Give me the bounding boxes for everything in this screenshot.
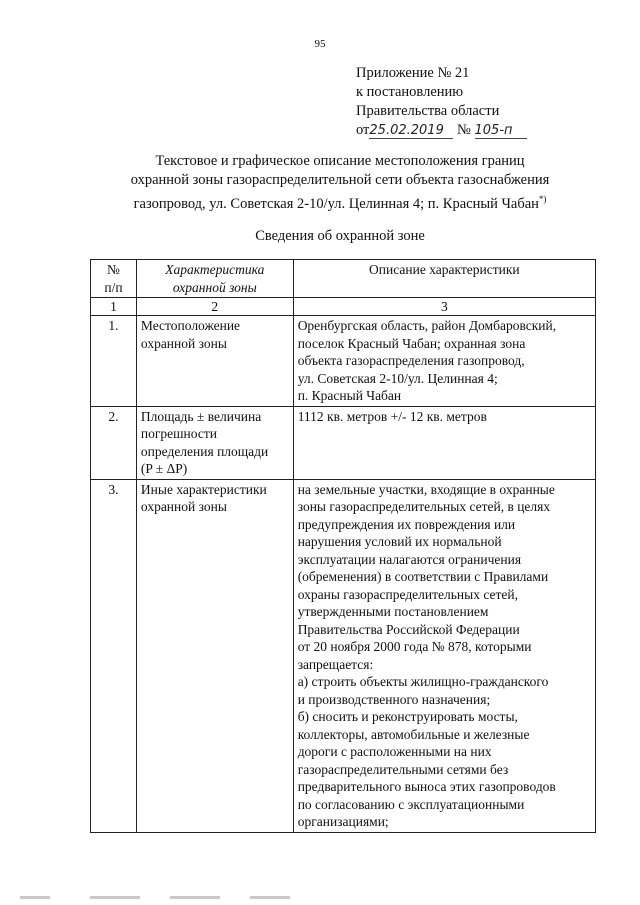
cell-line: на земельные участки, входящие в охранные [297,481,555,497]
row-number: 2. [91,406,137,479]
appendix-government-line: Правительства области [356,103,500,119]
cell-line: объекта газораспределения газопровод, [297,353,525,368]
cell-line: эксплуатации налагаются ограничения [297,551,522,567]
cell-line: предварительного выноса этих газопроводов [297,779,556,794]
cell-line: Правительства Российской Федерации [297,621,520,637]
header-characteristic-line: Характеристика [165,262,265,277]
scan-mark [250,896,290,899]
row-number: 3. [91,479,137,832]
row-characteristic [136,316,293,407]
title-line-3-text: газопровод, ул. Советская 2-10/ул. Целинная 4; п. Красный Чабан [133,195,539,212]
cell-line: коллекторы, автомобильные и железные [297,726,530,742]
cell-line: утвержденными постановлением [297,604,489,619]
cell-line: (P ± ΔP) [140,461,188,476]
cell-line: (обременения) в соответствии с Правилами [297,569,549,584]
cell-line: поселок Красный Чабан; охранная зона [297,335,526,351]
cell-line: газораспределительными сетями без [297,761,509,777]
index-cell: 2 [136,298,293,316]
index-cell: 1 [91,298,137,316]
cell-line: б) сносить и реконструировать мосты, [297,709,518,724]
cell-line: от 20 ноября 2000 года № 878, которыми [297,639,532,654]
scan-edge-marks [0,896,640,902]
row-characteristic [136,406,293,479]
title-line-2: охранной зоны газораспределительной сети объекта газоснабжения [130,172,550,188]
cell-line: Оренбургская область, район Домбаровский, [297,318,557,333]
cell-line: охраны газораспределительных сетей, [297,586,518,602]
row-number: 1. [91,316,137,407]
cell-line: а) строить объекты жилищно-гражданского [297,674,549,689]
cell-line: Площадь ± величина [140,408,262,424]
cell-line: охранной зоны [140,335,227,351]
header-description: Описание характеристики [293,260,595,298]
footnote-mark: *) [538,194,547,204]
cell-line: запрещается: [297,656,374,672]
table-row [91,479,596,832]
scan-mark [90,896,140,899]
cell-line: погрешности [140,426,217,441]
appendix-date-line [356,121,527,140]
header-characteristic-line: охранной зоны [172,279,257,295]
appendix-header [356,64,527,140]
date-prefix: от [356,122,370,138]
appendix-title: Приложение № 21 [356,65,470,81]
row-description [293,479,595,832]
cell-line: ул. Советская 2-10/ул. Целинная 4; [297,370,498,386]
header-num [91,260,137,298]
title-line-3 [80,190,600,214]
cell-line: предупреждения их повреждения или [297,516,516,532]
cell-line: охранной зоны [140,499,227,514]
table-row [91,406,596,479]
table-header-row [91,260,596,298]
cell-line: организациями; [297,814,389,829]
header-num-line: п/п [104,279,123,295]
cell-line: 1112 кв. метров +/- 12 кв. метров [297,408,487,424]
row-characteristic [136,479,293,832]
table-index-row [91,298,596,316]
scan-mark [170,896,220,899]
cell-line: зоны газораспределительных сетей, в целях [297,499,551,514]
document-title [80,152,600,214]
cell-line: дороги с расположенными на них [297,744,492,759]
index-cell: 3 [293,298,595,316]
appendix-resolution-line: к постановлению [356,84,464,100]
section-subtitle: Сведения об охранной зоне [255,228,425,244]
cell-line: определения площади [140,443,269,459]
cell-line: нарушения условий их нормальной [297,534,502,549]
row-description [293,316,595,407]
number-sign: № [457,122,471,138]
header-characteristic [136,260,293,298]
handwritten-date: 25.02.2019 [369,124,453,139]
table-row [91,316,596,407]
row-description [293,406,595,479]
page-number: 95 [314,38,326,50]
zone-info-table [90,259,596,833]
cell-line: Местоположение [140,318,241,333]
title-line-1: Текстовое и графическое описание местоположения границ [155,153,525,169]
header-num-line: № [107,262,120,277]
cell-line: по согласованию с эксплуатационными [297,796,525,812]
cell-line: Иные характеристики [140,481,267,497]
cell-line: и производственного назначения; [297,691,491,707]
scan-mark [20,896,50,899]
cell-line: п. Красный Чабан [297,388,402,403]
handwritten-number: 105-п [475,124,527,139]
